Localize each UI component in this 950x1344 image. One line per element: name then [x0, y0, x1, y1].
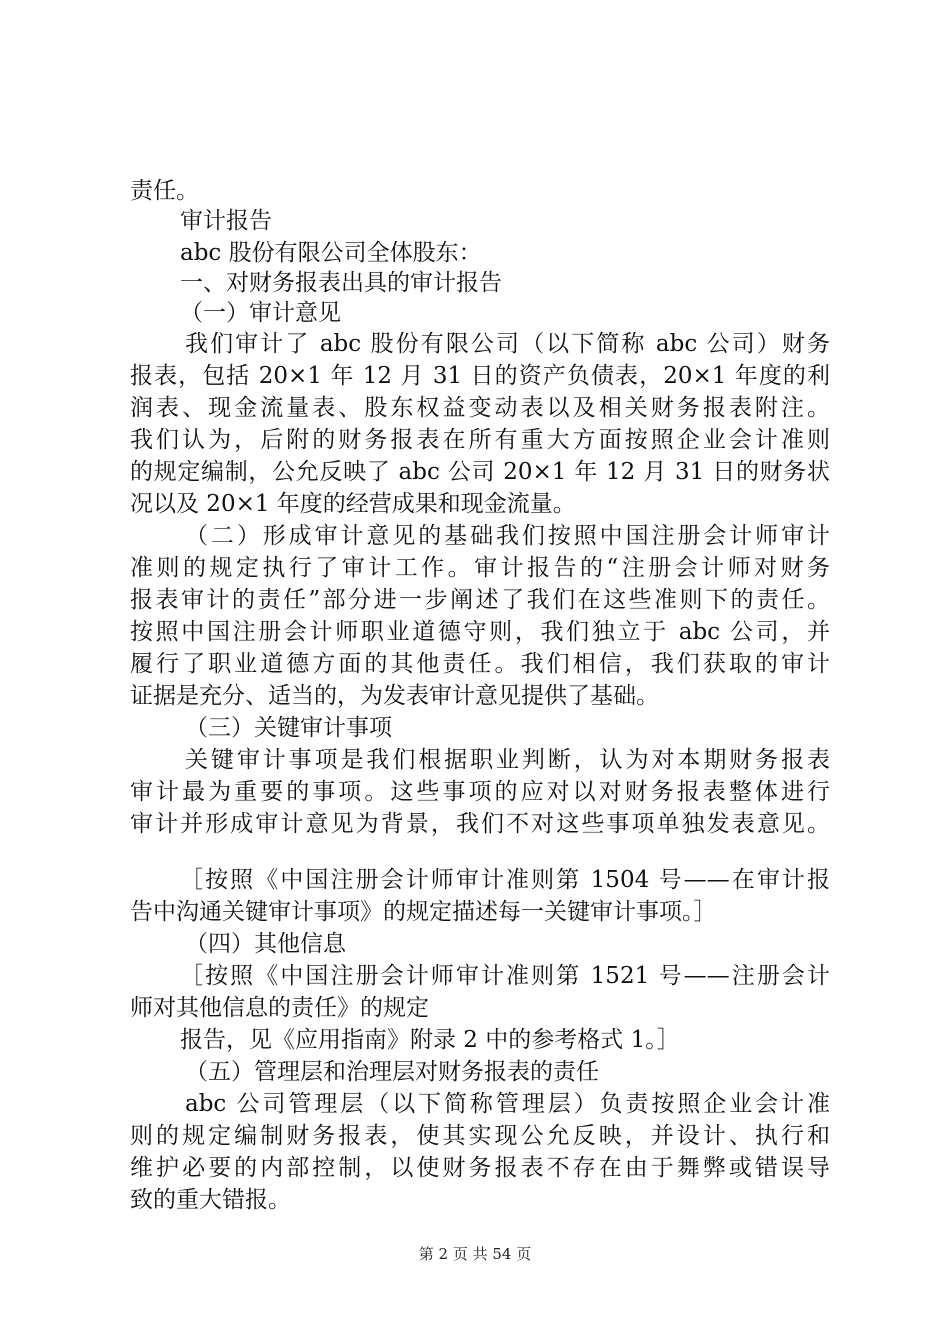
- text-line: 责任。: [130, 178, 199, 204]
- text-line: 润表、现金流量表、股东权益变动表以及相关财务报表附注。: [130, 395, 830, 421]
- text-line: 履行了职业道德方面的其他责任。我们相信，我们获取的审计: [130, 651, 830, 677]
- text-line: 则的规定编制财务报表，使其实现公允反映，并设计、执行和: [130, 1123, 830, 1149]
- text-line: abc 公司管理层（以下简称管理层）负责按照企业会计准: [185, 1091, 830, 1117]
- subsection-heading: （三）关键审计事项: [185, 715, 392, 741]
- text-line: 按照中国注册会计师职业道德守则，我们独立于 abc 公司，并: [130, 619, 830, 645]
- text-line: 证据是充分、适当的，为发表审计意见提供了基础。: [130, 683, 659, 709]
- text-line: 审计并形成审计意见为背景，我们不对这些事项单独发表意见。: [130, 811, 830, 837]
- text-line: 关键审计事项是我们根据职业判断，认为对本期财务报表: [185, 747, 830, 773]
- text-line: 报表审计的责任”部分进一步阐述了我们在这些准则下的责任。: [130, 587, 830, 613]
- text-line: （二）形成审计意见的基础我们按照中国注册会计师审计: [185, 523, 830, 549]
- text-line: 我们认为，后附的财务报表在所有重大方面按照企业会计准则: [130, 427, 830, 453]
- addressee: abc 股份有限公司全体股东：: [180, 240, 482, 266]
- subsection-heading: （一）审计意见: [180, 300, 341, 326]
- text-line: 师对其他信息的责任》的规定: [130, 995, 429, 1021]
- page-footer: 第 2 页 共 54 页: [418, 1245, 532, 1263]
- text-line: 我们审计了 abc 股份有限公司（以下简称 abc 公司）财务: [185, 331, 830, 357]
- section-heading: 审计报告: [180, 208, 272, 234]
- text-line: 维护必要的内部控制，以使财务报表不存在由于舞弊或错误导: [130, 1155, 830, 1181]
- text-line: 况以及 20×1 年度的经营成果和现金流量。: [130, 491, 576, 517]
- text-line: ［按照《中国注册会计师审计准则第 1521 号——注册会计: [180, 963, 830, 989]
- text-line: 告中沟通关键审计事项》的规定描述每一关键审计事项。］: [130, 899, 717, 925]
- text-line: 致的重大错报。: [130, 1187, 291, 1213]
- text-line: 审计最为重要的事项。这些事项的应对以对财务报表整体进行: [130, 779, 830, 805]
- text-line: ［按照《中国注册会计师审计准则第 1504 号——在审计报: [180, 867, 830, 893]
- subsection-heading: （五）管理层和治理层对财务报表的责任: [185, 1059, 599, 1085]
- text-line: 的规定编制，公允反映了 abc 公司 20×1 年 12 月 31 日的财务状: [130, 459, 830, 485]
- section-heading: 一、对财务报表出具的审计报告: [180, 270, 502, 296]
- text-line: 报表，包括 20×1 年 12 月 31 日的资产负债表，20×1 年度的利: [130, 363, 830, 389]
- text-line: 报告，见《应用指南》附录 2 中的参考格式 1。］: [180, 1027, 680, 1053]
- text-line: 准则的规定执行了审计工作。审计报告的“注册会计师对财务: [130, 555, 830, 581]
- subsection-heading: （四）其他信息: [185, 931, 346, 957]
